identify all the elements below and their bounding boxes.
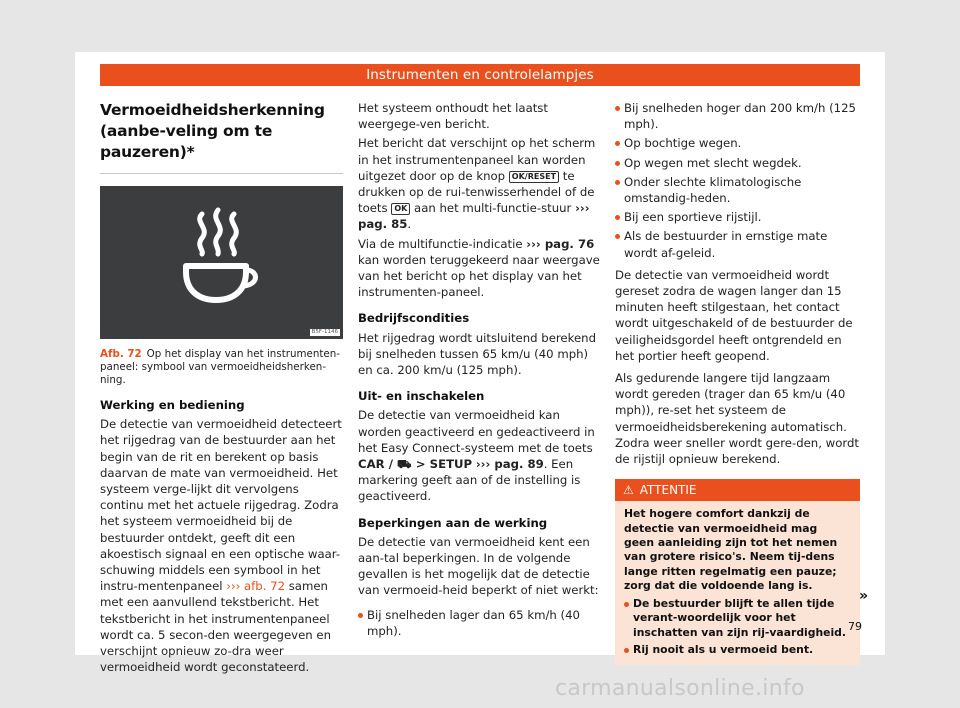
ok-reset-key: OK/RESET [509, 171, 559, 183]
text: De detectie van vermoeidheid kan worden geactiveerd en gedeactiveerd in het Easy Connect-systeem met de toets [358, 408, 595, 455]
text: te drukken op de rui-tenwisserhendel of de toets [358, 168, 595, 216]
watermark: carmanualsonline.info [555, 676, 805, 701]
ok-key: OK [391, 203, 410, 215]
coffee-cup-icon [180, 206, 264, 306]
figure-label: Afb. 72 [100, 348, 142, 360]
text: . [407, 217, 412, 232]
paragraph [358, 236, 602, 301]
figure-code: B5F-1146 [311, 329, 338, 335]
list-item: Als de bestuurder in ernstige mate wordt af-geleid. [615, 228, 860, 260]
list-item: Onder slechte klimatologische omstandig-heden. [615, 174, 860, 206]
paragraph: De detectie van vermoeidheid wordt gereset zodra de wagen langer dan 15 minuten heeft stilgestaan, het contact wordt uitgeschakeld of de bestuurder de veiligheidsgordel heeft ontgrendeld en het portier heeft geopend. [615, 267, 853, 363]
column-2 [358, 100, 602, 639]
text: . Een markering geeft aan of de instelling is geactiveerd. [358, 457, 581, 504]
figure-caption [100, 348, 343, 387]
column-3 [615, 100, 860, 665]
page-link[interactable]: ››› pag. 76 [526, 236, 595, 251]
warning-box [615, 479, 860, 665]
paragraph [100, 416, 343, 675]
figure-link[interactable]: ››› afb. 72 [226, 579, 285, 594]
warning-list-item: De bestuurder blijft te allen tijde verant-woordelijk voor het inschatten van zijn rij-vaardigheid. [624, 597, 851, 640]
paragraph [358, 135, 602, 232]
text: Het bericht dat verschijnt op het scherm in het instrumentenpaneel kan worden uitgezet door op de knop [358, 136, 596, 183]
paragraph: Als gedurende langere tijd langzaam wordt gereden (trager dan 65 km/u (40 mph)), re-set het systeem de vermoeidheidsberekening automatisch. Zodra weer sneller wordt gere-den, wordt de rijstijl opnieuw berekend. [615, 371, 859, 467]
list-item: Bij snelheden lager dan 65 km/h (40 mph). [358, 607, 602, 639]
list-item: Bij een sportieve rijstijl. [615, 209, 860, 225]
page-number: 79 [848, 620, 862, 633]
figure-72 [100, 186, 343, 339]
warning-triangle-icon: ⚠ [623, 483, 634, 498]
subheading-werking: Werking en bediening [100, 398, 245, 412]
list-item: Bij snelheden hoger dan 200 km/h (125 mph). [615, 100, 860, 132]
text: samen met een aanvullend tekstbericht. Het tekstbericht in het instrumentenpaneel wordt ca. 5 secon-den weergegeven en verschijnt opnieuw zo-dra weer vermoeidheid wordt geconstateerd. [100, 579, 331, 675]
list-item: Op bochtige wegen. [615, 135, 860, 151]
text: De detectie van vermoeidheid detecteert het rijgedrag van de bestuurder aan het begin van de rit en berekent op basis daarvan de mate van vermoeidheid. Het systeem verge-lijkt dit vervolgens continu met het actuele rijgedrag. Zodra het systeem vermoeidheid bij de bestuurder ontdekt, geeft dit een akoestisch signaal en een optische waar-schuwing middels een symbool in het instru-mentenpaneel [100, 417, 342, 594]
section-title: Vermoeidheidsherkenning (aanbe-veling om te pauzeren)* [100, 101, 325, 161]
text: aan het multi-functie-stuur [414, 201, 572, 216]
continue-mark: » [859, 588, 869, 604]
warning-title: ATTENTIE [639, 483, 697, 498]
paragraph: Het rijgedrag wordt uitsluitend berekend bij snelheden tussen 65 km/u (40 mph) en ca. 200 km/u (125 mph). [358, 330, 596, 378]
page-link[interactable]: ››› pag. 85 [358, 201, 590, 232]
column-1 [100, 100, 343, 675]
paragraph: Het systeem onthoudt het laatst weergege-ven bericht. [358, 101, 548, 132]
paragraph: De detectie van vermoeidheid kent een aan-tal beperkingen. In de volgende gevallen is het mogelijk dat de detectie van vermoeid-heid beperkt of niet werkt: [358, 534, 599, 598]
text: Via de multifunctie-indicatie [358, 236, 523, 251]
warning-text: Het hogere comfort dankzij de detectie van vermoeidheid mag geen aanleiding zijn tot het nemen van grotere risico's. Neem tij-dens lange ritten regelmatig een pauze; zorg dat die voldoende lang is. [624, 507, 838, 593]
warning-header [615, 479, 860, 501]
subheading-bedrijfscondities: Bedrijfscondities [358, 311, 470, 326]
figure-caption-text: Op het display van het instrumenten-paneel: symbool van vermoeidheidsherken-ning. [100, 348, 341, 386]
warning-body [615, 501, 860, 665]
page-link[interactable]: ››› pag. 89 [475, 457, 544, 472]
car-setup-keys: CAR / ⛟ > SETUP [358, 457, 473, 472]
subheading-beperkingen: Beperkingen aan de werking [358, 515, 548, 530]
paragraph [358, 407, 602, 504]
chapter-header: Instrumenten en controlelampjes [100, 64, 860, 86]
subheading-uit-inschakelen: Uit- en inschakelen [358, 389, 485, 404]
text: kan worden teruggekeerd naar weergave van het bericht op het display van het instrumenten-paneel. [358, 252, 600, 300]
list-item: Op wegen met slecht wegdek. [615, 155, 860, 171]
title-divider [100, 173, 343, 174]
warning-list-item: Rij nooit als u vermoeid bent. [624, 643, 851, 657]
